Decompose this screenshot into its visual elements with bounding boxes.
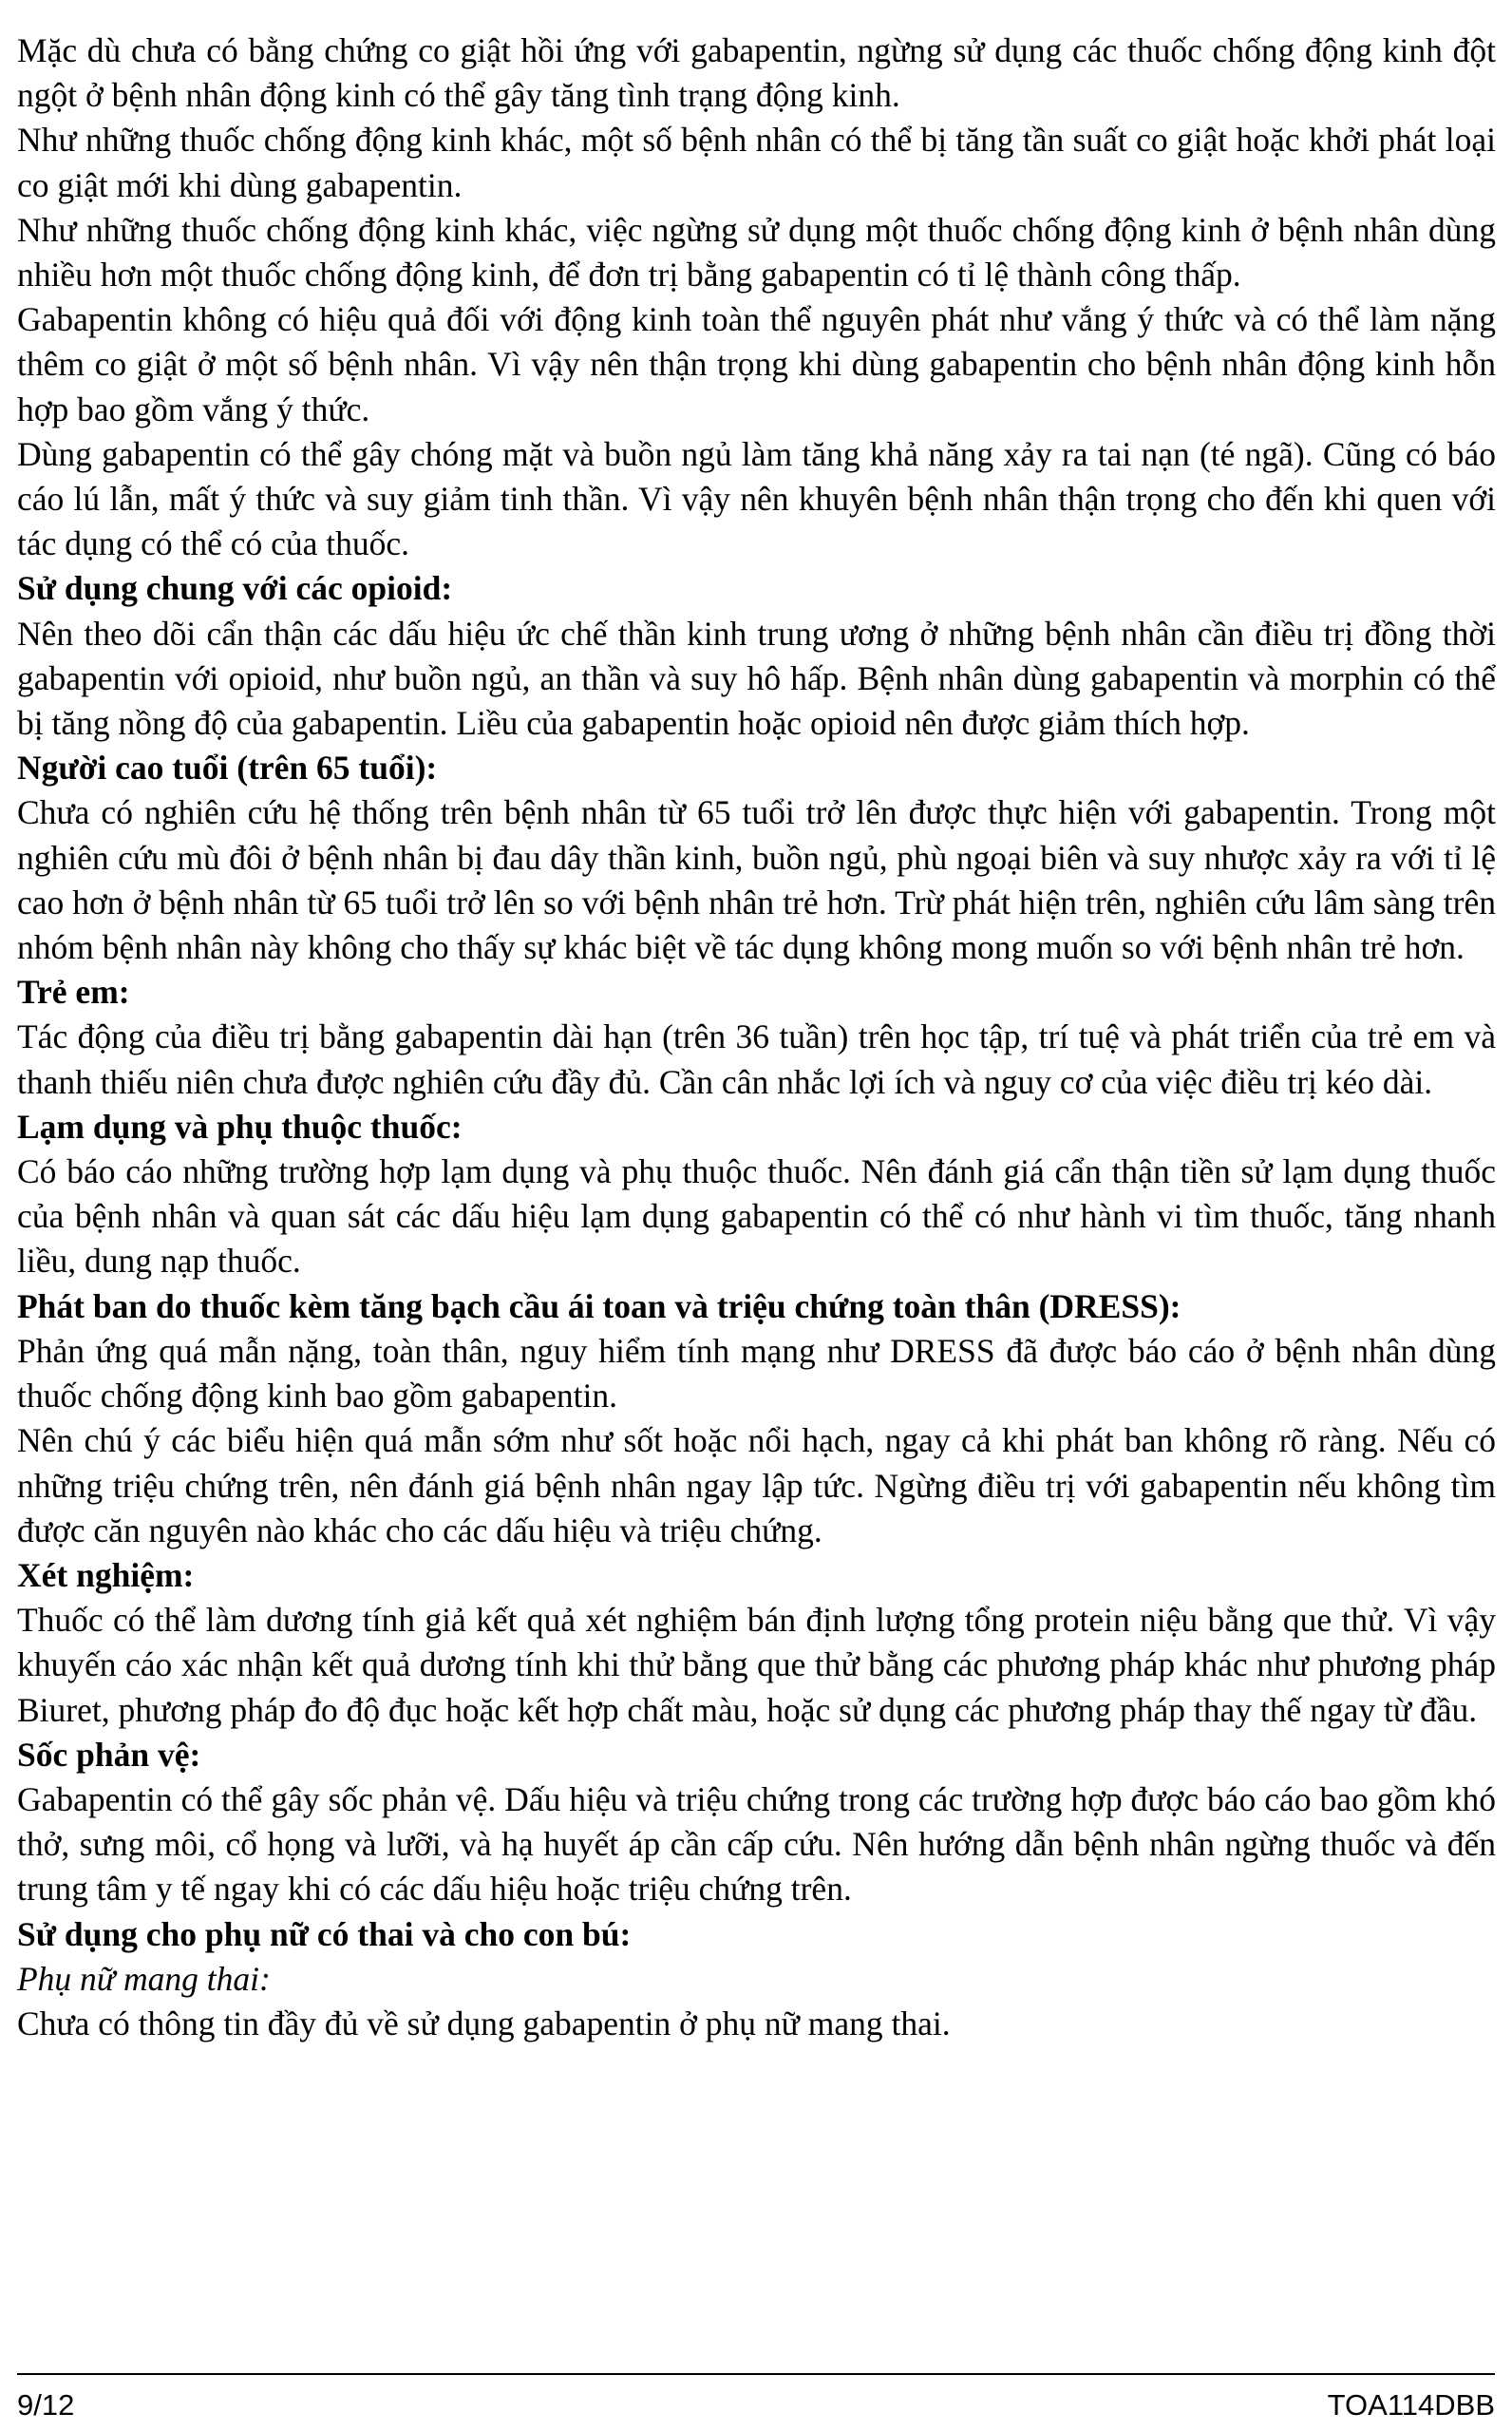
- section-heading: Sử dụng cho phụ nữ có thai và cho con bú:: [17, 1914, 632, 1953]
- paragraph: Nên theo dõi cẩn thận các dấu hiệu ức chế thần kinh trung ương ở những bệnh nhân cần điều trị đồng thời gabapentin với opioid, như buồn ngủ, an thần và suy hô hấp. Bệnh nhân dùng gabapentin và morphin có thể bị tăng nồng độ của gabapentin. Liều của gabapentin hoặc opioid nên được giảm thích hợp.: [17, 614, 1496, 743]
- paragraph: Tác động của điều trị bằng gabapentin dài hạn (trên 36 tuần) trên học tập, trí tuệ và phát triển của trẻ em và thanh thiếu niên chưa được nghiên cứu đầy đủ. Cần cân nhắc lợi ích và nguy cơ của việc điều trị kéo dài.: [17, 1017, 1496, 1101]
- section-heading: Trẻ em:: [17, 973, 130, 1012]
- paragraph: Dùng gabapentin có thể gây chóng mặt và buồn ngủ làm tăng khả năng xảy ra tai nạn (té ngã). Cũng có báo cáo lú lẫn, mất ý thức và suy giảm tinh thần. Vì vậy nên khuyên bệnh nhân thận trọng cho đến khi quen với tác dụng có thể có của thuốc.: [17, 434, 1496, 563]
- paragraph: Chưa có thông tin đầy đủ về sử dụng gabapentin ở phụ nữ mang thai.: [17, 2004, 951, 2042]
- document-body: [17, 28, 1496, 2046]
- paragraph: Có báo cáo những trường hợp lạm dụng và phụ thuộc thuốc. Nên đánh giá cẩn thận tiền sử lạm dụng thuốc của bệnh nhân và quan sát các dấu hiệu lạm dụng gabapentin có thể có như hành vi tìm thuốc, tăng nhanh liều, dung nạp thuốc.: [17, 1152, 1496, 1281]
- paragraph: Nên chú ý các biểu hiện quá mẫn sớm như sốt hoặc nổi hạch, ngay cả khi phát ban không rõ ràng. Nếu có những triệu chứng trên, nên đánh giá bệnh nhân ngay lập tức. Ngừng điều trị với gabapentin nếu không tìm được căn nguyên nào khác cho các dấu hiệu và triệu chứng.: [17, 1421, 1496, 1549]
- subsection-label: Phụ nữ mang thai:: [17, 1959, 271, 1998]
- paragraph: Như những thuốc chống động kinh khác, một số bệnh nhân có thể bị tăng tần suất co giật hoặc khởi phát loại co giật mới khi dùng gabapentin.: [17, 121, 1496, 204]
- section-heading: Phát ban do thuốc kèm tăng bạch cầu ái toan và triệu chứng toàn thân (DRESS):: [17, 1286, 1181, 1325]
- paragraph: Thuốc có thể làm dương tính giả kết quả xét nghiệm bán định lượng tổng protein niệu bằng que thử. Vì vậy khuyến cáo xác nhận kết quả dương tính khi thử bằng que thử bằng các phương pháp khác như phương pháp Biuret, phương pháp đo độ đục hoặc kết hợp chất màu, hoặc sử dụng các phương pháp thay thế ngay từ đầu.: [17, 1601, 1496, 1729]
- page-number: 9/12: [17, 2388, 75, 2422]
- paragraph: Chưa có nghiên cứu hệ thống trên bệnh nhân từ 65 tuổi trở lên được thực hiện với gabapentin. Trong một nghiên cứu mù đôi ở bệnh nhân bị đau dây thần kinh, buồn ngủ, phù ngoại biên và suy nhược xảy ra với tỉ lệ cao hơn ở bệnh nhân từ 65 tuổi trở lên so với bệnh nhân trẻ hơn. Trừ phát hiện trên, nghiên cứu lâm sàng trên nhóm bệnh nhân này không cho thấy sự khác biệt về tác dụng không mong muốn so với bệnh nhân trẻ hơn.: [17, 793, 1496, 967]
- section-heading: Sốc phản vệ:: [17, 1735, 201, 1774]
- document-code: TOA114DBB: [1327, 2388, 1495, 2422]
- section-heading: Xét nghiệm:: [17, 1555, 195, 1594]
- section-heading: Lạm dụng và phụ thuộc thuốc:: [17, 1107, 463, 1146]
- paragraph: Gabapentin có thể gây sốc phản vệ. Dấu hiệu và triệu chứng trong các trường hợp được báo cáo bao gồm khó thở, sưng môi, cổ họng và lưỡi, và hạ huyết áp cần cấp cứu. Nên hướng dẫn bệnh nhân ngừng thuốc và đến trung tâm y tế ngay khi có các dấu hiệu hoặc triệu chứng trên.: [17, 1779, 1496, 1909]
- section-heading: Người cao tuổi (trên 65 tuổi):: [17, 749, 438, 788]
- paragraph: Gabapentin không có hiệu quả đối với động kinh toàn thể nguyên phát như vắng ý thức và có thể làm nặng thêm co giật ở một số bệnh nhân. Vì vậy nên thận trọng khi dùng gabapentin cho bệnh nhân động kinh hỗn hợp bao gồm vắng ý thức.: [17, 300, 1496, 428]
- paragraph: Như những thuốc chống động kinh khác, việc ngừng sử dụng một thuốc chống động kinh ở bệnh nhân dùng nhiều hơn một thuốc chống động kinh, để đơn trị bằng gabapentin có tỉ lệ thành công thấp.: [17, 210, 1496, 294]
- page-footer: [17, 2386, 1495, 2424]
- section-heading: Sử dụng chung với các opioid:: [17, 569, 453, 608]
- footer-divider: [17, 2373, 1495, 2375]
- paragraph: Phản ứng quá mẫn nặng, toàn thân, nguy hiểm tính mạng như DRESS đã được báo cáo ở bệnh nhân dùng thuốc chống động kinh bao gồm gabapentin.: [17, 1331, 1496, 1416]
- paragraph: Mặc dù chưa có bằng chứng co giật hồi ứng với gabapentin, ngừng sử dụng các thuốc chống động kinh đột ngột ở bệnh nhân động kinh có thể gây tăng tình trạng động kinh.: [17, 31, 1496, 115]
